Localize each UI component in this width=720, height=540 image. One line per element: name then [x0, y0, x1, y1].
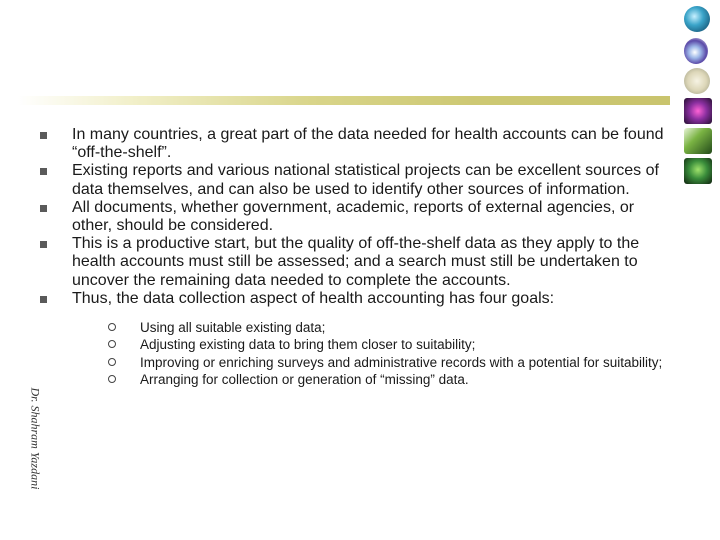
- square-bullet-icon: [40, 241, 47, 248]
- author-vertical-label: Dr. Shahram Yazdani: [28, 387, 43, 490]
- sub-bullet-text: Arranging for collection or generation of “missing” data.: [140, 372, 469, 388]
- square-bullet-icon: [40, 296, 47, 303]
- square-bullet-icon: [40, 205, 47, 212]
- molecule-thumbnail-icon: [684, 38, 708, 64]
- sub-list-item: [106, 337, 673, 352]
- sub-bullet-text: Improving or enriching surveys and administrative records with a potential for suitability;: [140, 354, 663, 370]
- bullet-text: Thus, the data collection aspect of health accounting has four goals:: [72, 289, 555, 307]
- sub-list-item: [106, 320, 673, 335]
- bullet-text: Existing reports and various national statistical projects can be excellent sources of data themselves, and can also be used to identify other sources of information.: [72, 162, 659, 198]
- slide-content: [38, 126, 673, 388]
- sub-bullet-text: Adjusting existing data to bring them closer to suitability;: [140, 337, 476, 353]
- sub-list-item: [106, 355, 673, 370]
- leaf-thumbnail-icon: [684, 128, 712, 154]
- square-bullet-icon: [40, 132, 47, 139]
- ring-bullet-icon: [108, 340, 116, 348]
- list-item: [38, 235, 673, 290]
- plant-thumbnail-icon: [684, 158, 712, 184]
- bullet-text: This is a productive start, but the quality of off-the-shelf data as they apply to the health accounts must still be assessed; and a search must still be undertaken to uncover the remaining data needed to complete the accounts.: [72, 235, 640, 289]
- square-bullet-icon: [40, 168, 47, 175]
- sub-bullet-text: Using all suitable existing data;: [140, 320, 326, 336]
- list-item: [38, 126, 673, 162]
- list-item: [38, 162, 673, 198]
- bullet-text: All documents, whether government, academic, reports of external agencies, or other, should be considered.: [72, 198, 635, 235]
- microscopy-thumbnail-icon: [684, 98, 712, 124]
- list-item: [38, 290, 673, 388]
- sub-list-item: [106, 372, 673, 387]
- bullet-text: In many countries, a great part of the data needed for health accounts can be found “off-the-shelf”.: [72, 126, 664, 162]
- ring-bullet-icon: [108, 323, 116, 331]
- sub-bullet-list: [106, 320, 673, 388]
- main-bullet-list: [38, 126, 673, 388]
- ring-bullet-icon: [108, 358, 116, 366]
- cells-thumbnail-icon: [684, 68, 710, 94]
- ring-bullet-icon: [108, 375, 116, 383]
- list-item: [38, 199, 673, 235]
- top-decorative-bar: [18, 96, 670, 105]
- globe-thumbnail-icon: [684, 6, 710, 32]
